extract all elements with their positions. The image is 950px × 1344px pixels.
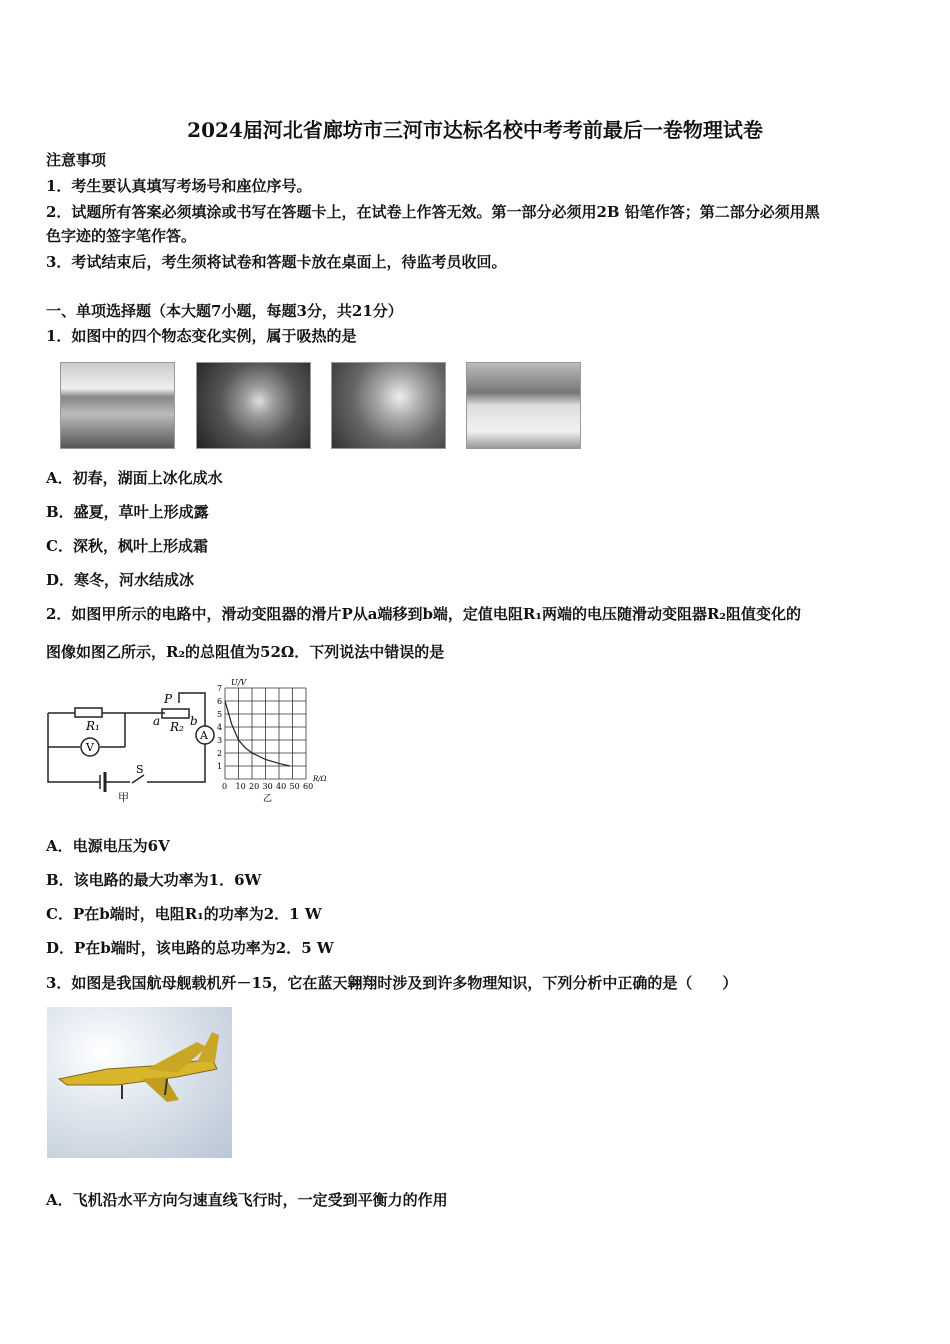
page-title: 2024届河北省廊坊市三河市达标名校中考考前最后一卷物理试卷 [187,118,763,142]
b-label: b [190,714,198,728]
notice-item: 1．考生要认真填写考场号和座位序号。 [46,177,312,195]
option-b: B．该电路的最大功率为1．6W [46,871,262,889]
voltmeter-label: V [86,741,94,754]
graph-curve [225,701,290,766]
switch-label: S [136,763,144,776]
frost-on-leaf-photo [331,362,446,449]
option-b: B．盛夏，草叶上形成露 [46,503,209,521]
x-tick-label: 0 [222,782,228,791]
y-tick-label: 6 [217,697,223,706]
y-tick-label: 2 [217,749,223,758]
notice-item: 色字迹的签字笔作答。 [46,227,197,245]
y-tick-label: 7 [217,684,223,693]
section-heading: 一、单项选择题（本大题7小题，每题3分，共21分） [46,302,403,320]
fighter-jet-icon [47,1007,232,1158]
j15-fighter-photo [47,1007,232,1158]
dew-on-leaf-photo [196,362,311,449]
x-tick-label: 40 [276,782,287,791]
r1-label: R₁ [86,719,100,733]
ice-melting-photo [60,362,175,449]
question-2-stem-cont: 图像如图乙所示，R₂的总阻值为52Ω．下列说法中错误的是 [46,643,445,661]
a-label: a [153,714,161,728]
p-label: P [164,692,173,706]
voltage-resistance-graph [215,675,335,805]
y-tick-label: 5 [217,710,223,719]
rheostat-r2 [162,709,189,718]
y-tick-label: 1 [217,762,223,771]
option-a: A．飞机沿水平方向匀速直线飞行时，一定受到平衡力的作用 [46,1191,448,1209]
option-c: C．深秋，枫叶上形成霜 [46,537,208,555]
notice-item: 3．考试结束后，考生须将试卷和答题卡放在桌面上，待监考员收回。 [46,253,507,271]
y-tick-label: 4 [217,723,223,732]
frozen-river-photo [466,362,581,449]
figure-a-caption: 甲 [118,791,129,804]
question-2-stem: 2．如图甲所示的电路中，滑动变阻器的滑片P从a端移到b端，定值电阻R₁两端的电压随滑动变阻器R₂阻值变化的 [46,605,801,623]
option-d: D．寒冬，河水结成冰 [46,571,195,589]
y-axis-label: U/V [231,678,247,687]
ammeter-label: A [200,729,208,742]
notice-item: 2．试题所有答案必须填涂或书写在答题卡上，在试卷上作答无效。第一部分必须用2B 铅笔作答；第二部分必须用黑 [46,203,820,221]
x-tick-label: 50 [289,782,300,791]
option-d: D．P在b端时，该电路的总功率为2．5 W [46,939,334,957]
question-3-stem: 3．如图是我国航母舰载机歼－15，它在蓝天翱翔时涉及到许多物理知识，下列分析中正确的是（ ） [46,974,738,992]
notice-heading: 注意事项 [46,151,107,169]
r2-label: R₂ [170,720,184,734]
option-a: A．初春，湖面上冰化成水 [46,469,223,487]
resistor-r1 [75,708,102,717]
x-tick-label: 10 [235,782,246,791]
x-axis-label: R/Ω [313,775,327,783]
option-a: A．电源电压为6V [46,837,170,855]
switch-s [132,775,144,783]
y-tick-label: 3 [217,736,223,745]
x-tick-label: 60 [303,782,314,791]
circuit-diagram [40,675,223,805]
figure-b-caption: 乙 [263,794,273,804]
question-1-stem: 1．如图中的四个物态变化实例，属于吸热的是 [46,327,357,345]
option-c: C．P在b端时，电阻R₁的功率为2．1 W [46,905,322,923]
x-tick-label: 30 [262,782,273,791]
x-tick-label: 20 [249,782,260,791]
